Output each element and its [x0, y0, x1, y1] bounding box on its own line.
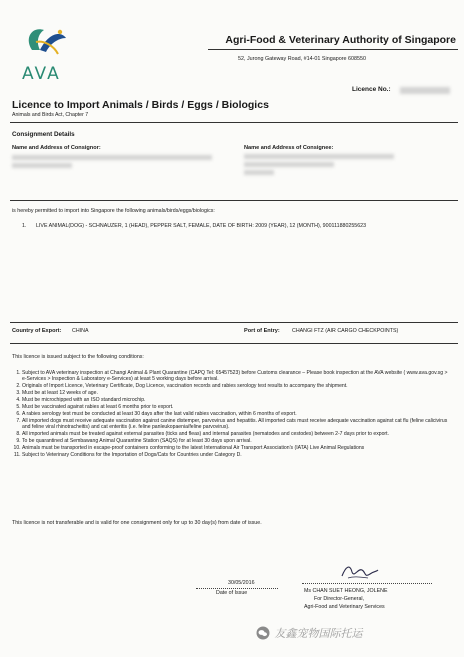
signature-icon [340, 560, 380, 582]
signatory-line2: For Director-General, [314, 596, 365, 602]
logo-text: AVA [22, 64, 61, 84]
transfer-text: This licence is not transferable and is valid for one consignment only for up to 30 day(s) from date of issue. [12, 520, 262, 526]
condition-item: 1. Subject to AVA veterinary inspection at Changi Animal & Plant Quarantine (CAPQ Tel: 65457523) before Customs clearance – Please book inspection at the AVA website ( www.ava.gov.sg > e-Services > Inspection & Laboratory e-Services) at least 5 working days before arrival. [22, 370, 452, 383]
header-rule [208, 49, 458, 50]
condition-item: 8. All imported animals must be treated against external parasites (ticks and fleas) and internal parasites (nematodes and cestodes) between 2-7 days prior to export. [22, 431, 452, 437]
divider [10, 322, 458, 323]
consignee-redacted-2 [244, 162, 334, 167]
port-of-entry-label: Port of Entry: [244, 328, 280, 334]
item-description: LIVE ANIMAL(DOG) - SCHNAUZER, 1 (HEAD), PEPPER SALT, FEMALE, DATE OF BIRTH: 2009 (YEAR), 12 (MONTH), 900111880255623 [36, 223, 367, 229]
date-line [196, 588, 278, 589]
consignor-redacted-2 [12, 163, 72, 168]
divider [10, 122, 458, 123]
condition-item: 10. Animals must be transported in escape-proof containers conforming to the latest International Air Transport Association's (IATA) Live Animal Regulations [22, 445, 452, 451]
signature-line [302, 583, 432, 584]
authority-address: 52, Jurong Gateway Road, #14-01 Singapore 608550 [238, 56, 366, 62]
issue-date: 30/05/2016 [228, 580, 255, 586]
conditions-list [0, 370, 452, 458]
condition-item: 7. All imported dogs must receive adequate vaccination against canine distemper, parvovirus and hepatitis. All imported cats must receive adequate vaccination against cat flu (feline calicivirus and feline viral rhinotracheitis) and cat enteritis (i.e. feline panleukopaenia/feline parvovirus). [22, 418, 452, 431]
export-country-label: Country of Export: [12, 328, 62, 334]
licence-no-label: Licence No.: [352, 86, 391, 93]
wechat-icon [256, 626, 270, 640]
condition-item: 3. Must be at least 12 weeks of age. [22, 390, 452, 396]
signatory-name: Ms CHAN SUET HEONG, JOLENE [304, 588, 388, 594]
licence-no-redacted [400, 87, 450, 94]
condition-item: 2. Originals of Import Licence, Veterinary Certificate, Dog Licence, vaccination records and rabies serology test results to accompany the shipment. [22, 383, 452, 389]
condition-item: 5. Must be vaccinated against rabies at least 6 months prior to export. [22, 404, 452, 410]
issue-date-label: Date of Issue [216, 590, 248, 596]
condition-item: 6. A rabies serology test must be conducted at least 30 days after the last valid rabies vaccination, within 6 months of export. [22, 411, 452, 417]
condition-item: 4. Must be microchipped with an ISO standard microchip. [22, 397, 452, 403]
permit-text: is hereby permitted to import into Singapore the following animals/birds/eggs/biologics: [12, 208, 215, 214]
document-subtitle: Animals and Birds Act, Chapter 7 [12, 112, 89, 118]
consignee-label: Name and Address of Consignee: [244, 145, 334, 151]
condition-item: 9. To be quarantined at Sembawang Animal Quarantine Station (SAQS) for at least 30 days upon arrival. [22, 438, 452, 444]
consignor-redacted [12, 155, 212, 160]
consignor-label: Name and Address of Consignor: [12, 145, 101, 151]
watermark [256, 624, 362, 642]
item-number: 1. [22, 223, 27, 229]
conditions-intro: This licence is issued subject to the following conditions: [12, 354, 144, 360]
port-of-entry-value: CHANGI FTZ (AIR CARGO CHECKPOINTS) [292, 328, 399, 334]
authority-name: Agri-Food & Veterinary Authority of Singapore [225, 34, 456, 46]
consignee-redacted [244, 154, 394, 159]
watermark-text: 友鑫宠物国际托运 [274, 626, 363, 640]
document-title: Licence to Import Animals / Birds / Eggs / Biologics [12, 99, 269, 111]
divider [10, 200, 458, 201]
ava-logo-icon [18, 20, 70, 68]
export-country-value: CHINA [72, 328, 89, 334]
consignee-redacted-3 [244, 170, 274, 175]
divider [10, 343, 458, 344]
signatory-line3: Agri-Food and Veterinary Services [304, 604, 385, 610]
consignment-heading: Consignment Details [12, 131, 75, 138]
condition-item: 11. Subject to Veterinary Conditions for the Importation of Dogs/Cats for Countries under Category D. [22, 452, 452, 458]
